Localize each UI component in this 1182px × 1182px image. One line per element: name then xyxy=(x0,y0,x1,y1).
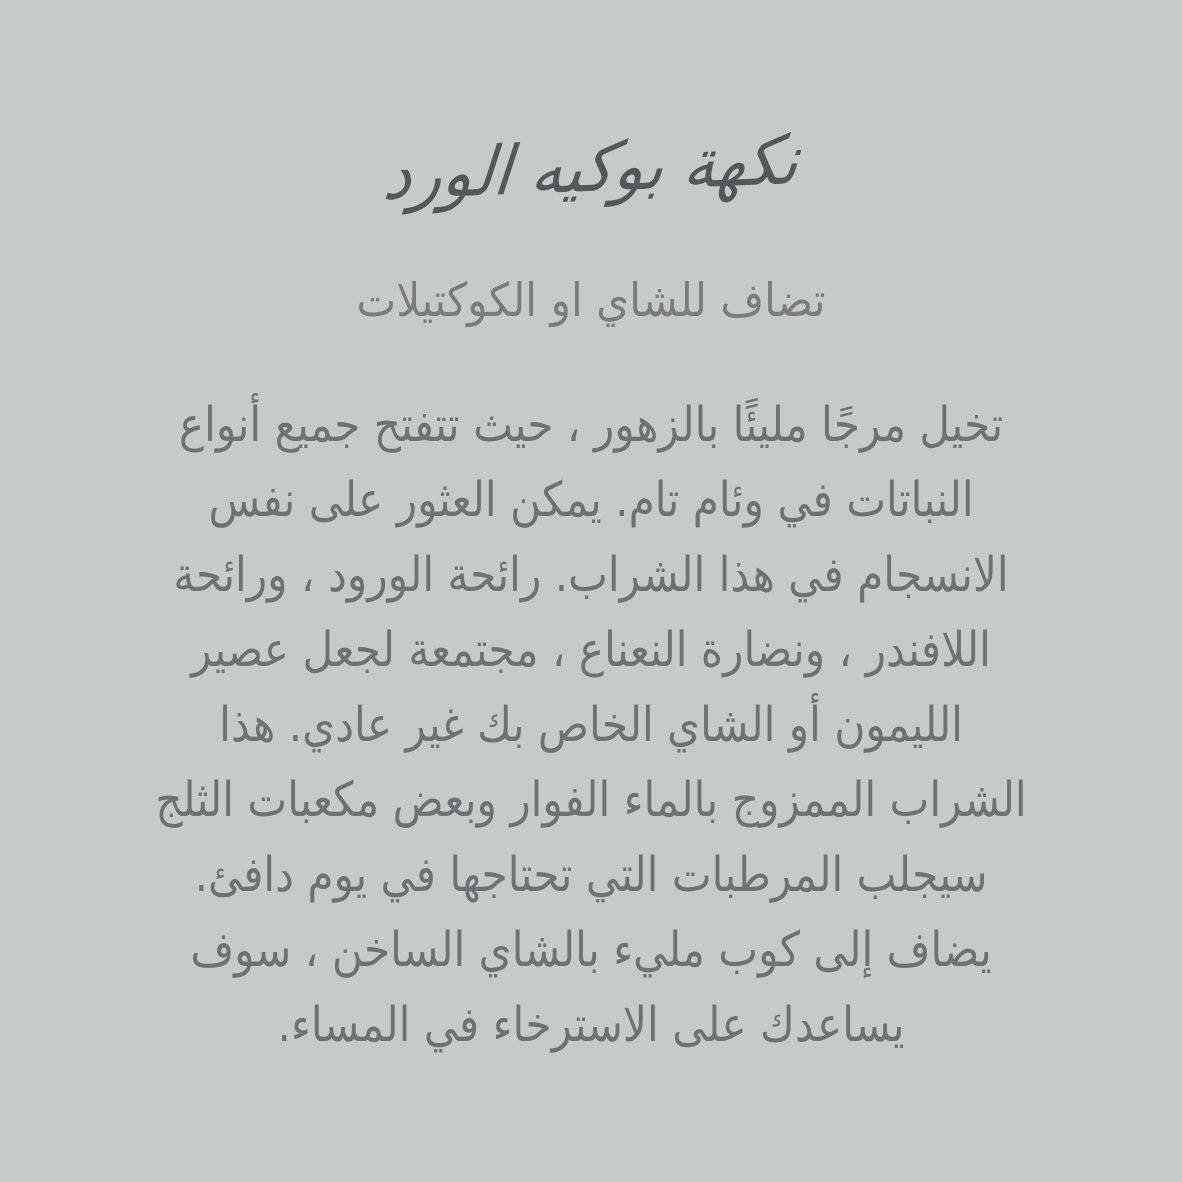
body-line: الشراب الممزوج بالماء الفوار وبعض مكعبات الثلج xyxy=(155,772,1027,828)
body-line: سيجلب المرطبات التي تحتاجها في يوم دافئ. xyxy=(194,847,988,903)
subtitle: تضاف للشاي او الكوكتيلات xyxy=(356,273,826,327)
body-line: الانسجام في هذا الشراب. رائحة الورود ، ورائحة xyxy=(173,547,1009,603)
body-line: تخيل مرجًا مليئًا بالزهور ، حيث تتفتح جميع أنواع xyxy=(178,397,1004,453)
body-line: اللافندر ، ونضارة النعناع ، مجتمعة لجعل عصير xyxy=(191,622,991,678)
body-line: يساعدك على الاسترخاء في المساء. xyxy=(277,997,905,1053)
body-line: يضاف إلى كوب مليء بالشاي الساخن ، سوف xyxy=(190,922,992,978)
page-title: نكهة بوكيه الورد xyxy=(379,120,803,216)
body-line: النباتات في وئام تام. يمكن العثور على نفس xyxy=(208,472,974,528)
body-line: الليمون أو الشاي الخاص بك غير عادي. هذا xyxy=(219,697,963,753)
body-paragraph xyxy=(155,388,1026,1063)
